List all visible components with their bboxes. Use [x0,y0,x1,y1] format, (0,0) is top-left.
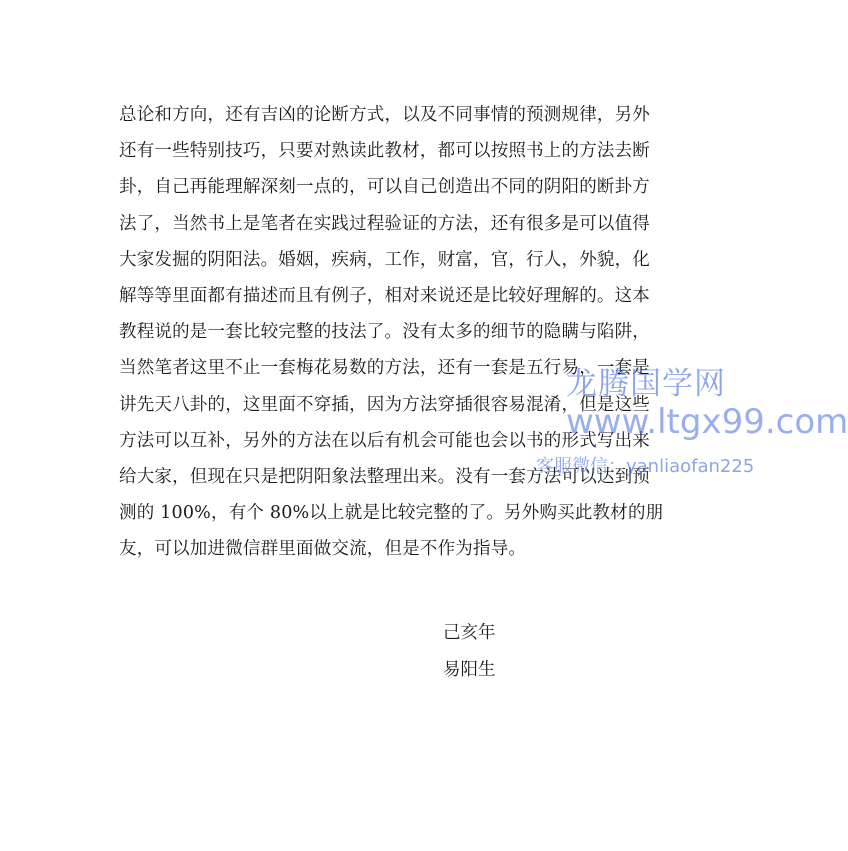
text-line: 大家发掘的阴阳法。婚姻，疾病，工作，财富，官，行人，外貌，化 [119,249,650,270]
text-line: 还有一些特别技巧，只要对熟读此教材，都可以按照书上的方法去断 [119,141,650,162]
text-line: 测的 100%，有个 80%以上就是比较完整的了。另外购买此教材的朋 [119,503,664,524]
text-line: 讲先天八卦的，这里面不穿插，因为方法穿插很容易混淆，但是这些 [119,394,650,415]
watermark-site-name: 龙腾国学网 [566,366,726,402]
text-line: 教程说的是一套比较完整的技法了。没有太多的细节的隐瞒与陷阱， [119,322,650,343]
text-line: 友，可以加进微信群里面做交流，但是不作为指导。 [119,539,527,560]
watermark-url: www.ltgx99.com [566,402,848,442]
text-line: 解等等里面都有描述而且有例子，相对来说还是比较好理解的。这本 [119,285,650,306]
watermark-contact: 客服微信：yanliaofan225 [536,456,755,477]
body-text [119,97,664,567]
text-line: 当然笔者这里不止一套梅花易数的方法，还有一套是五行易，一套是 [119,358,650,379]
text-line: 卦，自己再能理解深刻一点的，可以自己创造出不同的阴阳的断卦方 [119,177,650,198]
text-line: 方法可以互补，另外的方法在以后有机会可能也会以书的形式写出来 [119,430,650,451]
signature-author: 易阳生 [443,660,496,680]
text-line: 总论和方向，还有吉凶的论断方式，以及不同事情的预测规律，另外 [119,105,650,125]
text-line: 给大家，但现在只是把阴阳象法整理出来。没有一套方法可以达到预 [119,466,650,487]
text-line: 法了，当然书上是笔者在实践过程验证的方法，还有很多是可以值得 [119,213,650,234]
signature-year: 己亥年 [443,623,496,643]
